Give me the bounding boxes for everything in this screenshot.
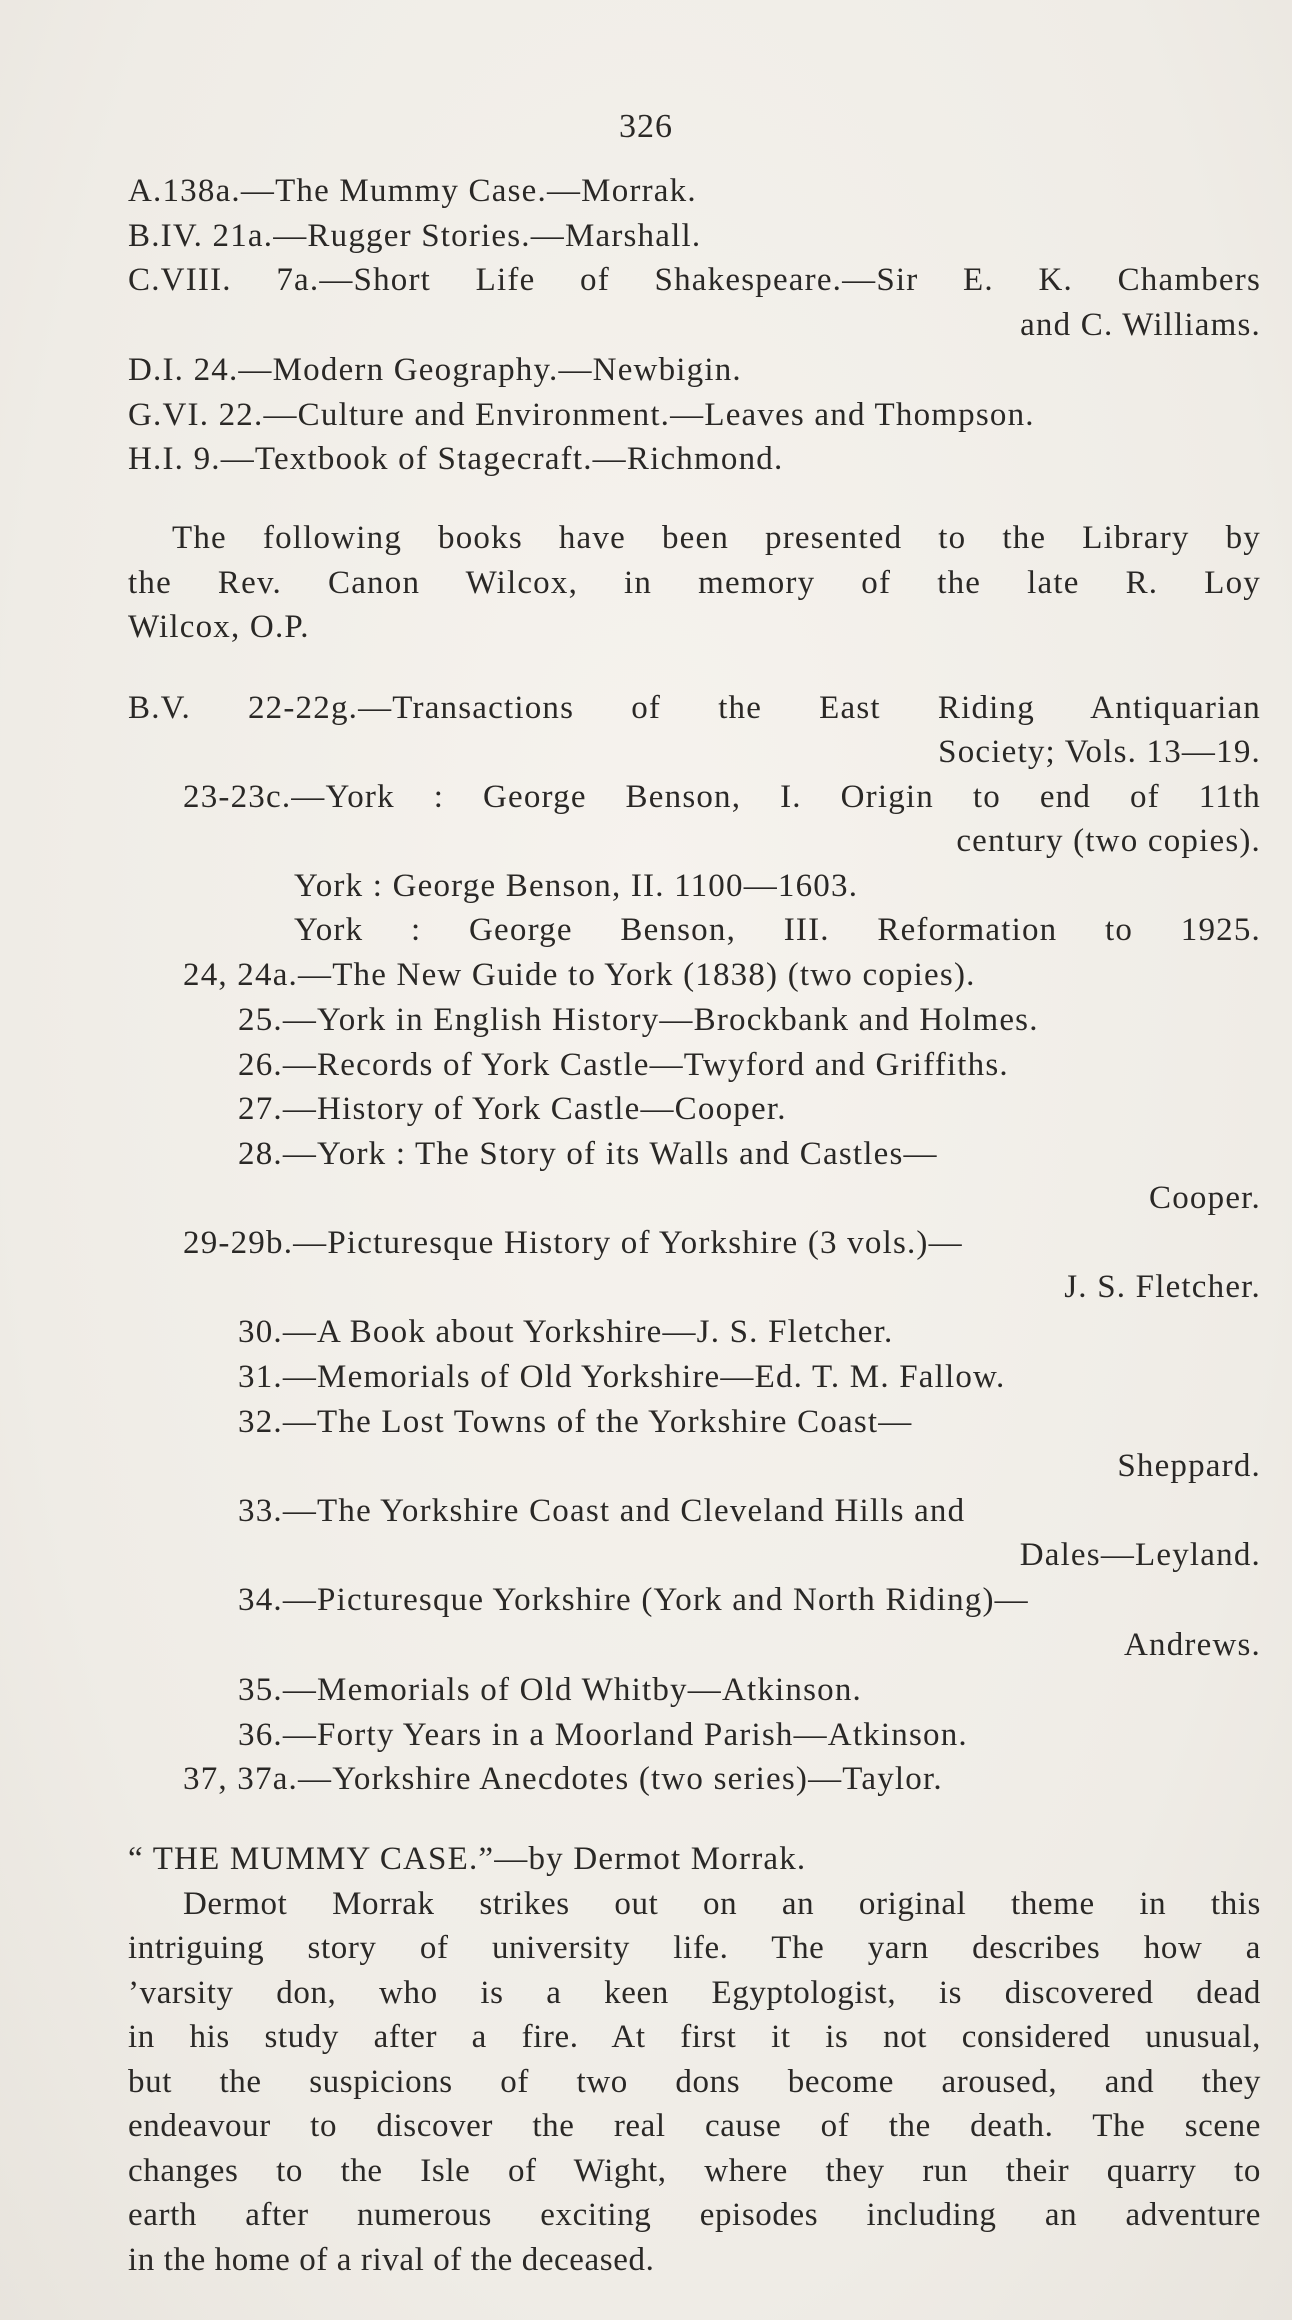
presented-entry: York : George Benson, III. Reformation to 1925. <box>294 912 1261 949</box>
review-line: in the home of a rival of the deceased. <box>128 2242 655 2278</box>
presented-entry: 24, 24a.—The New Guide to York (1838) (two copies). <box>183 956 976 993</box>
review-line: but the suspicions of two dons become aroused, and they <box>128 2063 1261 2100</box>
review-line: in his study after a fire. At first it is not considered unusual, <box>128 2019 1261 2056</box>
presented-entry-continuation: Dales—Leyland. <box>1019 1537 1261 1574</box>
presented-entry: 23-23c.—York : George Benson, I. Origin to end of 11th <box>183 778 1261 815</box>
presented-entry: 26.—Records of York Castle—Twyford and Griffiths. <box>238 1046 1009 1083</box>
acquisition-entry: A.138a.—The Mummy Case.—Morrak. <box>128 173 697 209</box>
acquisition-entry: D.I. 24.—Modern Geography.—Newbigin. <box>128 352 742 389</box>
review-heading: “ THE MUMMY CASE.”—by Dermot Morrak. <box>128 1841 807 1878</box>
intro-line: The following books have been presented to the Library by <box>172 520 1261 557</box>
review-line: Dermot Morrak strikes out on an original theme in this <box>183 1885 1261 1922</box>
acquisition-entry: G.VI. 22.—Culture and Environment.—Leaves and Thompson. <box>128 396 1035 433</box>
presented-entry: 35.—Memorials of Old Whitby—Atkinson. <box>238 1672 863 1708</box>
presented-entry: 32.—The Lost Towns of the Yorkshire Coast— <box>238 1403 913 1440</box>
acquisition-entry: H.I. 9.—Textbook of Stagecraft.—Richmond. <box>128 441 784 478</box>
presented-entry: 36.—Forty Years in a Moorland Parish—Atkinson. <box>238 1716 968 1753</box>
review-line: intriguing story of university life. The yarn describes how a <box>128 1930 1261 1967</box>
presented-entry-continuation: J. S. Fletcher. <box>1064 1269 1261 1306</box>
acquisition-entry-continuation: and C. Williams. <box>1020 306 1261 343</box>
presented-entry: 30.—A Book about Yorkshire—J. S. Fletcher. <box>238 1313 894 1350</box>
presented-entry: York : George Benson, II. 1100—1603. <box>294 867 859 904</box>
review-line: earth after numerous exciting episodes including an adventure <box>128 2197 1261 2234</box>
presented-entry: B.V. 22-22g.—Transactions of the East Riding Antiquarian <box>128 689 1261 726</box>
presented-entry: 33.—The Yorkshire Coast and Cleveland Hills and <box>238 1492 966 1529</box>
presented-entry: 28.—York : The Story of its Walls and Castles— <box>238 1135 938 1172</box>
review-line: ’varsity don, who is a keen Egyptologist, is discovered dead <box>128 1974 1261 2011</box>
acquisition-entry: C.VIII. 7a.—Short Life of Shakespeare.—Sir E. K. Chambers <box>128 262 1261 299</box>
presented-entry-continuation: Society; Vols. 13—19. <box>938 734 1261 771</box>
presented-entry: 29-29b.—Picturesque History of Yorkshire (3 vols.)— <box>183 1224 963 1261</box>
presented-entry-continuation: Cooper. <box>1149 1180 1261 1217</box>
presented-entry-continuation: century (two copies). <box>956 823 1261 860</box>
presented-entry: 37, 37a.—Yorkshire Anecdotes (two series)—Taylor. <box>183 1761 943 1798</box>
page-number: 326 <box>619 108 673 145</box>
presented-entry-continuation: Sheppard. <box>1117 1448 1261 1485</box>
presented-entry: 31.—Memorials of Old Yorkshire—Ed. T. M. Fallow. <box>238 1359 1006 1396</box>
review-line: endeavour to discover the real cause of the death. The scene <box>128 2108 1261 2145</box>
presented-entry: 34.—Picturesque Yorkshire (York and North Riding)— <box>238 1582 1029 1618</box>
presented-entry: 25.—York in English History—Brockbank and Holmes. <box>238 1002 1039 1039</box>
intro-line: the Rev. Canon Wilcox, in memory of the late R. Loy <box>128 564 1261 601</box>
acquisition-entry: B.IV. 21a.—Rugger Stories.—Marshall. <box>128 217 702 254</box>
intro-line: Wilcox, O.P. <box>128 609 310 646</box>
review-line: changes to the Isle of Wight, where they run their quarry to <box>128 2152 1261 2189</box>
presented-entry: 27.—History of York Castle—Cooper. <box>238 1091 787 1128</box>
presented-entry-continuation: Andrews. <box>1124 1626 1261 1663</box>
